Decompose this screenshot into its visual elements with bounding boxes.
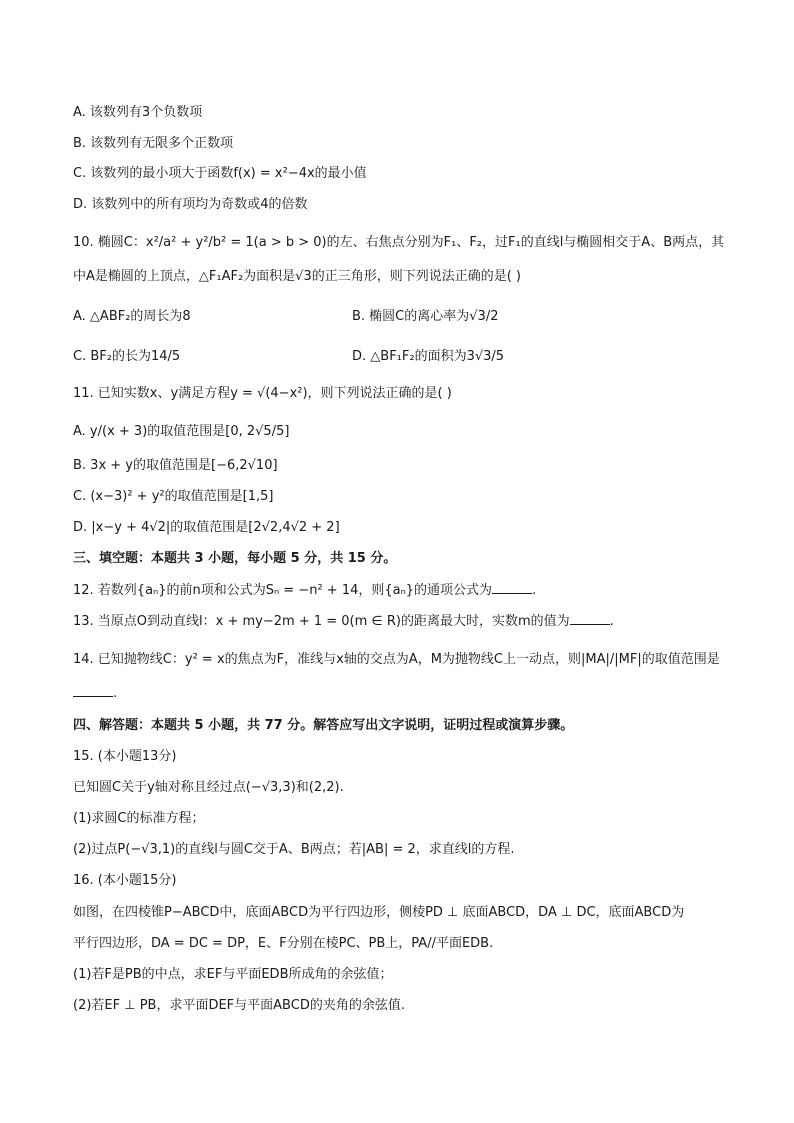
q10-option-b: B. 椭圆C的离心率为√3/2 [352, 309, 499, 324]
q14-answer-blank [73, 684, 113, 697]
q12-text: 12. 若数列{aₙ}的前n项和公式为Sₙ = −n² + 14，则{aₙ}的通项公式为 [73, 583, 493, 598]
q9-option-c: C. 该数列的最小项大于函数f(x) = x²−4x的最小值 [73, 166, 367, 181]
q12-line: 12. 若数列{aₙ}的前n项和公式为Sₙ = −n² + 14，则{aₙ}的通项公式为 . [73, 583, 537, 598]
q12-answer-blank [492, 581, 532, 594]
section-3-heading: 三、填空题：本题共 3 小题，每小题 5 分，共 15 分。 [73, 551, 397, 566]
q16-stem-line2: 平行四边形，DA = DC = DP，E、F分别在棱PC、PB上，PA//平面EDB. [73, 936, 494, 951]
q11-option-a: A. y/(x + 3)的取值范围是[0, 2√5/5] [73, 424, 290, 439]
q10-option-a: A. △ABF₂的周长为8 [73, 309, 191, 324]
q14-line: 14. 已知抛物线C：y² = x的焦点为F，准线与x轴的交点为A，M为抛物线C上一动点，则|MA|/|MF|的取值范围是 [73, 652, 720, 667]
q13-answer-blank [570, 612, 610, 625]
q11-option-b: B. 3x + y的取值范围是[−6,2√10] [73, 458, 278, 473]
q15-part2: (2)过点P(−√3,1)的直线l与圆C交于A、B两点；若|AB| = 2，求直线l的方程. [73, 842, 515, 857]
q9-option-a: A. 该数列有3个负数项 [73, 105, 203, 120]
q14-blank-line: . [73, 684, 117, 703]
q15-part1: (1)求圆C的标准方程； [73, 811, 205, 826]
q11-option-d: D. |x−y + 4√2|的取值范围是[2√2,4√2 + 2] [73, 520, 340, 535]
q10-stem-line1: 10. 椭圆C：x²/a² + y²/b² = 1(a > b > 0)的左、右焦点分别为F₁、F₂，过F₁的直线l与椭圆相交于A、B两点，其 [73, 235, 725, 250]
q10-stem-line2: 中A是椭圆的上顶点，△F₁AF₂为面积是√3的正三角形，则下列说法正确的是( ) [73, 269, 521, 284]
q16-stem-line1: 如图，在四棱锥P−ABCD中，底面ABCD为平行四边形，侧棱PD ⊥ 底面ABCD，DA ⊥ DC，底面ABCD为 [73, 905, 685, 920]
q16-part1: (1)若F是PB的中点，求EF与平面EDB所成角的余弦值； [73, 967, 393, 982]
q9-option-d: D. 该数列中的所有项均为奇数或4的倍数 [73, 197, 308, 212]
section-4-heading: 四、解答题：本题共 5 小题，共 77 分。解答应写出文字说明，证明过程或演算步骤。 [73, 718, 574, 733]
q13-line: 13. 当原点O到动直线l：x + my−2m + 1 = 0(m ∈ R)的距离最大时，实数m的值为 . [73, 614, 614, 629]
q16-part2: (2)若EF ⊥ PB，求平面DEF与平面ABCD的夹角的余弦值. [73, 998, 405, 1013]
q11-stem: 11. 已知实数x、y满足方程y = √(4−x²)，则下列说法正确的是( ) [73, 386, 452, 401]
q10-option-c: C. BF₂的长为14/5 [73, 349, 181, 364]
q15-heading: 15. (本小题13分) [73, 749, 177, 764]
q16-heading: 16. (本小题15分) [73, 873, 177, 888]
q13-text: 13. 当原点O到动直线l：x + my−2m + 1 = 0(m ∈ R)的距离最大时，实数m的值为 [73, 614, 570, 629]
q10-option-d: D. △BF₁F₂的面积为3√3/5 [352, 349, 505, 364]
q9-option-b: B. 该数列有无限多个正数项 [73, 136, 234, 151]
q11-option-c: C. (x−3)² + y²的取值范围是[1,5] [73, 489, 274, 504]
q15-stem: 已知圆C关于y轴对称且经过点(−√3,3)和(2,2). [73, 780, 344, 795]
